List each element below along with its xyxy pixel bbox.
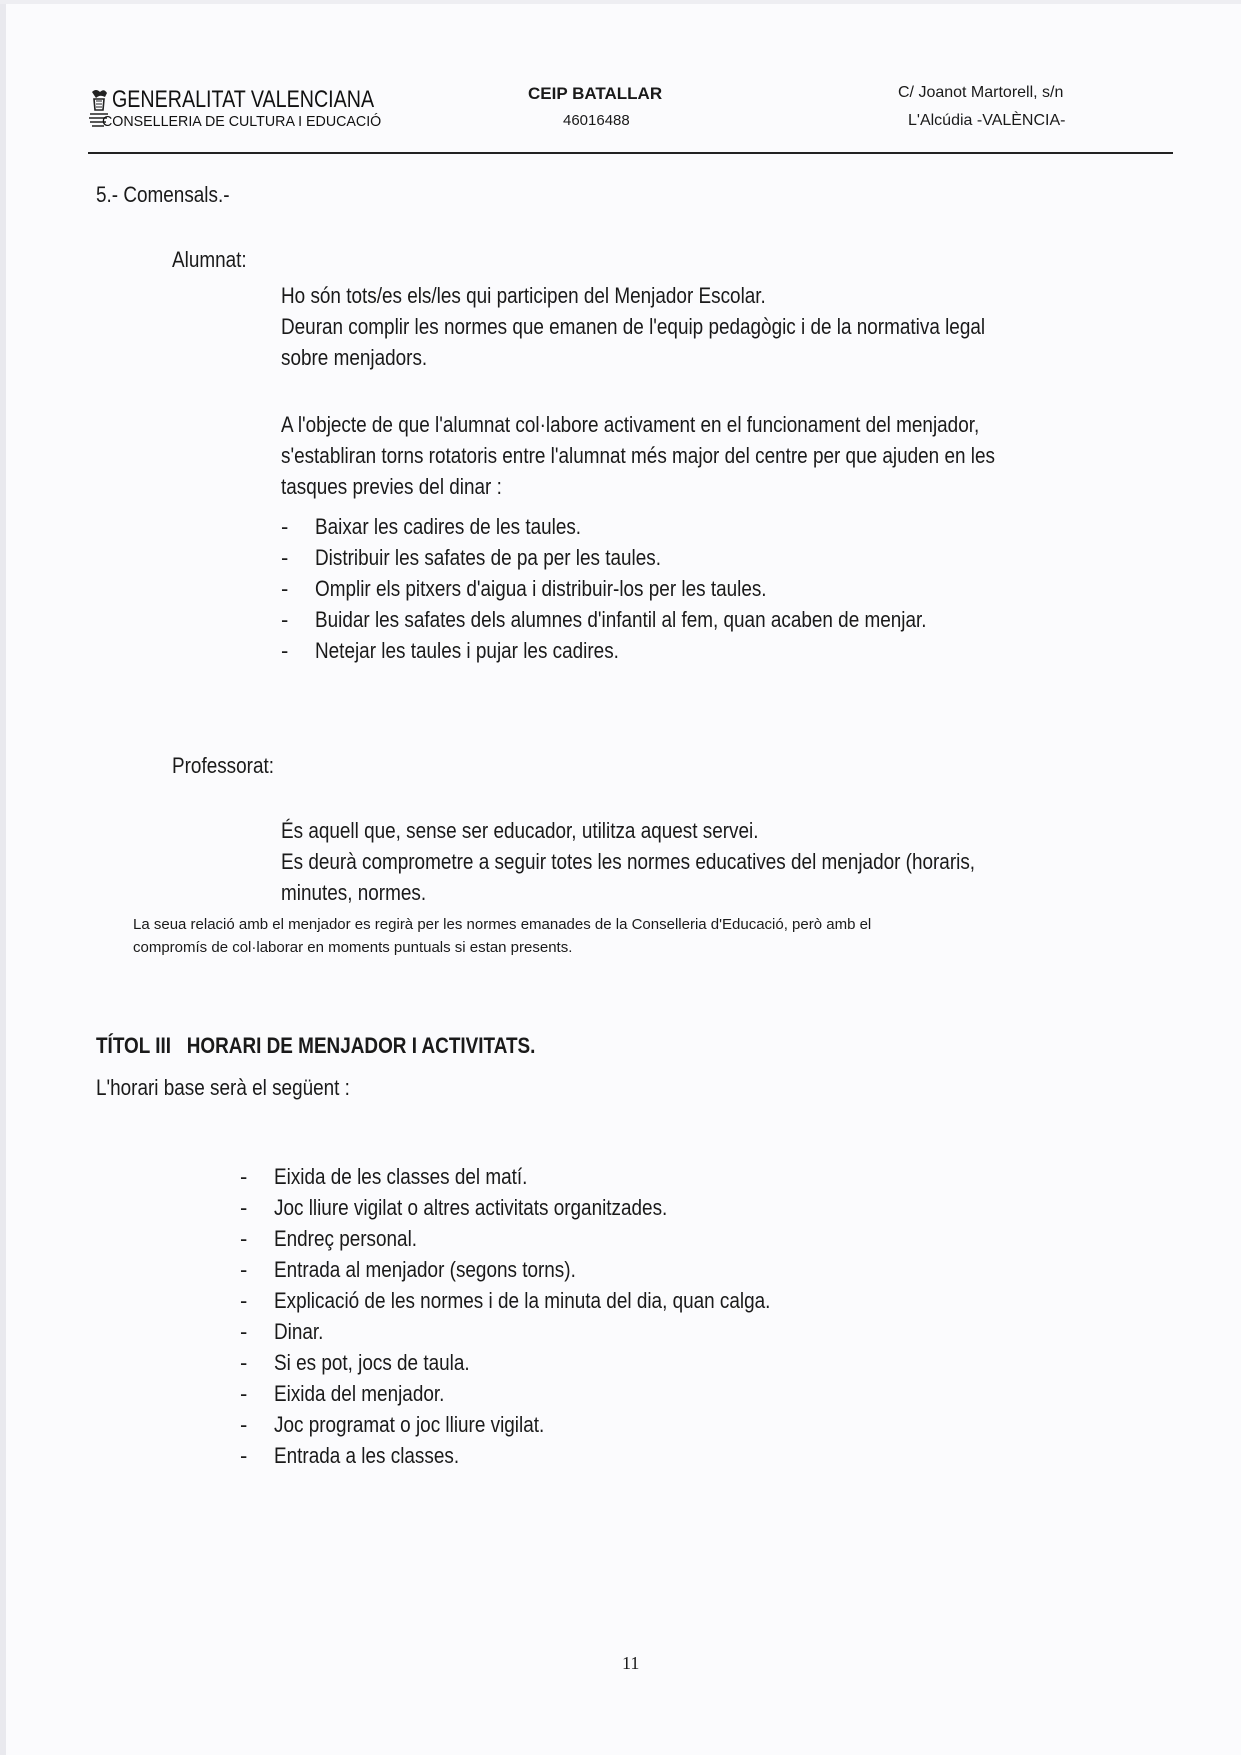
text-line: La seua relació amb el menjador es regirà per les normes emanades de la Conselleria d'Educació, però amb el: [133, 916, 872, 933]
text-line: sobre menjadors.: [281, 345, 428, 370]
alumnat-paragraph-2: [281, 409, 1111, 502]
text-line: A l'objecte de que l'alumnat col·labore activament en el funcionament del menjador,: [281, 412, 980, 437]
professorat-heading: Professorat:: [172, 753, 275, 778]
header-divider: [88, 152, 1173, 154]
alumnat-heading: Alumnat:: [172, 247, 247, 272]
professorat-paragraph: [281, 815, 1088, 908]
scan-edge-top: [0, 0, 1241, 4]
text-line: Es deurà comprometre a seguir totes les normes educatives del menjador (horaris,: [281, 849, 976, 874]
titol-heading: TÍTOL III HORARI DE MENJADOR I ACTIVITATS.: [96, 1033, 536, 1058]
section-title: 5.- Comensals.-: [96, 182, 230, 207]
text-line: tasques previes del dinar :: [281, 474, 502, 499]
school-code: 46016488: [563, 112, 630, 129]
page-number: 11: [622, 1653, 640, 1673]
letterhead: [88, 82, 1178, 152]
text-line: Deuran complir les normes que emanen de l'equip pedagògic i de la normativa legal: [281, 314, 986, 339]
scan-edge: [0, 0, 6, 1755]
text-line: s'establiran torns rotatoris entre l'alumnat més major del centre per que ajuden en les: [281, 443, 995, 468]
address-line-2: L'Alcúdia -VALÈNCIA-: [908, 112, 1066, 129]
text-line: Ho són tots/es els/les qui participen del Menjador Escolar.: [281, 283, 766, 308]
org-title: GENERALITAT VALENCIANA: [112, 86, 375, 113]
address-line-1: C/ Joanot Martorell, s/n: [898, 84, 1064, 101]
text-line: compromís de col·laborar en moments puntuals si estan presents.: [133, 939, 573, 956]
text-line: minutes, normes.: [281, 880, 427, 905]
professorat-note: [133, 913, 871, 959]
horari-intro: L'horari base serà el següent :: [96, 1075, 350, 1100]
org-subtitle: CONSELLERIA DE CULTURA I EDUCACIÓ: [102, 113, 382, 130]
text-line: És aquell que, sense ser educador, utilitza aquest servei.: [281, 818, 759, 843]
school-name: CEIP BATALLAR: [528, 84, 663, 103]
alumnat-paragraph-1: [281, 280, 1100, 373]
